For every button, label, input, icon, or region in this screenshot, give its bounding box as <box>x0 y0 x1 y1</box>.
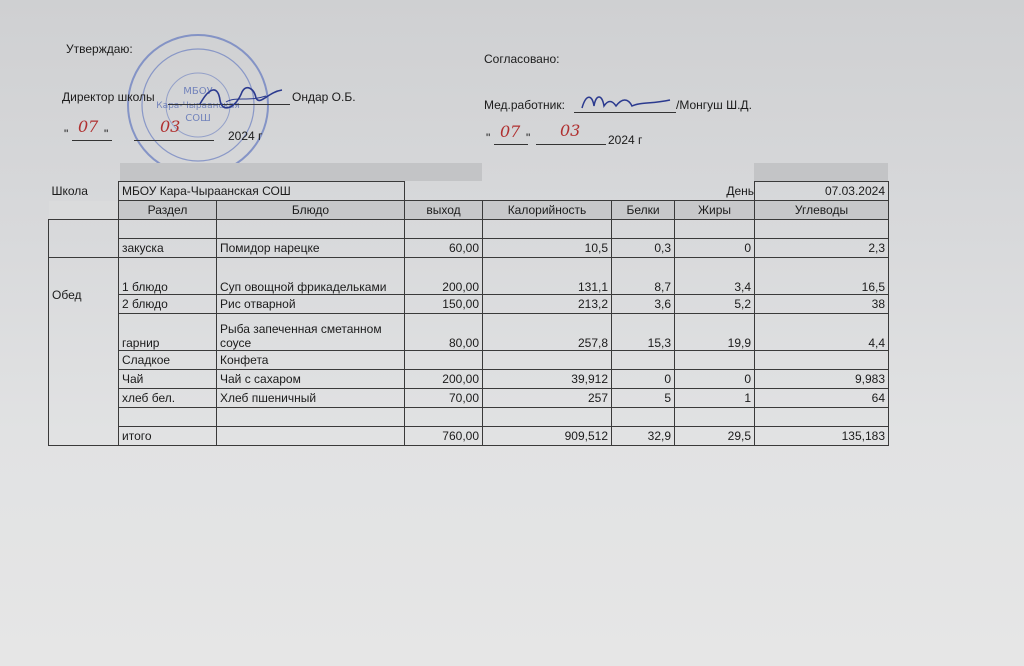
stamp-line-3: СОШ <box>185 113 211 124</box>
table-row <box>49 370 889 389</box>
col-header-calories: Калорийность <box>483 201 612 220</box>
agreed-label: Согласовано: <box>484 52 560 66</box>
row-section: хлеб бел. <box>119 389 217 408</box>
col-header-section: Раздел <box>119 201 217 220</box>
table-row <box>49 351 889 370</box>
date-right-month: 03 <box>560 121 581 140</box>
row-calories: 257 <box>483 389 612 408</box>
row-calories: 213,2 <box>483 295 612 314</box>
date-left-day: 07 <box>78 117 99 136</box>
date-right-quote-close: " <box>526 131 531 145</box>
row-calories: 10,5 <box>483 239 612 258</box>
row-fats: 19,9 <box>675 314 755 351</box>
total-fats: 29,5 <box>675 427 755 446</box>
stamp-line-1: МБОУ <box>183 86 213 97</box>
row-proteins: 15,3 <box>612 314 675 351</box>
row-fats: 1 <box>675 389 755 408</box>
row-dish: Суп овощной фрикадельками <box>217 258 405 295</box>
table-row <box>49 258 889 295</box>
table-row <box>49 295 889 314</box>
date-left-month: 03 <box>160 117 181 136</box>
col-header-dish: Блюдо <box>217 201 405 220</box>
total-calories: 909,512 <box>483 427 612 446</box>
date-left-month-line <box>134 140 214 141</box>
school-label: Школа <box>51 184 88 198</box>
row-section: гарнир <box>119 314 217 351</box>
date-right-day-line <box>494 144 528 145</box>
table-row <box>49 408 889 427</box>
total-row <box>49 427 889 446</box>
date-right-month-line <box>536 144 606 145</box>
approve-label: Утверждаю: <box>66 42 133 56</box>
row-carbs: 2,3 <box>755 239 889 258</box>
row-output: 70,00 <box>405 389 483 408</box>
med-worker-name: /Монгуш Ш.Д. <box>676 98 752 112</box>
info-shading-left <box>120 163 482 181</box>
row-section: закуска <box>119 239 217 258</box>
menu-table <box>48 181 889 446</box>
date-right-quote-open: " <box>486 131 491 145</box>
row-output: 150,00 <box>405 295 483 314</box>
stamp-line-2: Кара-Чыраанская <box>156 101 240 111</box>
row-dish: Чай с сахаром <box>217 370 405 389</box>
total-carbs: 135,183 <box>755 427 889 446</box>
info-shading-right <box>754 163 888 181</box>
row-section: Сладкое <box>119 351 217 370</box>
row-dish: Помидор нарецке <box>217 239 405 258</box>
row-proteins: 3,6 <box>612 295 675 314</box>
director-signature <box>196 82 286 112</box>
total-proteins: 32,9 <box>612 427 675 446</box>
row-carbs: 9,983 <box>755 370 889 389</box>
col-header-output: выход <box>405 201 483 220</box>
med-worker-label: Мед.работник: <box>484 98 565 112</box>
row-carbs: 64 <box>755 389 889 408</box>
info-row <box>49 182 889 201</box>
row-fats: 0 <box>675 370 755 389</box>
row-section: 2 блюдо <box>119 295 217 314</box>
date-left-quote-open: " <box>64 127 69 141</box>
date-left-year: 2024 г <box>228 129 263 143</box>
row-section: Чай <box>119 370 217 389</box>
table-row <box>49 239 889 258</box>
row-output: 80,00 <box>405 314 483 351</box>
total-output: 760,00 <box>405 427 483 446</box>
date-right-year: 2024 г <box>608 133 643 147</box>
row-carbs: 4,4 <box>755 314 889 351</box>
row-carbs: 16,5 <box>755 258 889 295</box>
row-fats: 5,2 <box>675 295 755 314</box>
date-right-day: 07 <box>500 122 521 141</box>
director-name: Ондар О.Б. <box>292 90 356 104</box>
director-label: Директор школы <box>62 90 155 104</box>
date-left-quote-close: " <box>104 127 109 141</box>
row-calories: 257,8 <box>483 314 612 351</box>
row-proteins: 8,7 <box>612 258 675 295</box>
header-row <box>49 201 889 220</box>
table-row <box>49 389 889 408</box>
menu-date: 07.03.2024 <box>755 182 889 201</box>
row-output: 200,00 <box>405 258 483 295</box>
row-dish: Конфета <box>217 351 405 370</box>
table-row <box>49 314 889 351</box>
row-fats: 0 <box>675 239 755 258</box>
school-name: МБОУ Кара-Чыраанская СОШ <box>119 182 405 201</box>
total-label: итого <box>119 427 217 446</box>
table-row <box>49 220 889 239</box>
col-header-carbs: Углеводы <box>755 201 889 220</box>
section-lunch: Обед <box>49 258 119 446</box>
row-section: 1 блюдо <box>119 258 217 295</box>
row-proteins: 0,3 <box>612 239 675 258</box>
row-output: 200,00 <box>405 370 483 389</box>
row-output: 60,00 <box>405 239 483 258</box>
col-header-fats: Жиры <box>675 201 755 220</box>
row-carbs: 38 <box>755 295 889 314</box>
row-fats: 3,4 <box>675 258 755 295</box>
row-dish: Хлеб пшеничный <box>217 389 405 408</box>
med-worker-signature <box>578 88 674 114</box>
col-header-proteins: Белки <box>612 201 675 220</box>
row-proteins: 0 <box>612 370 675 389</box>
day-label: День <box>726 183 754 198</box>
row-dish: Рыба запеченная сметанном соусе <box>217 314 405 351</box>
row-dish: Рис отварной <box>217 295 405 314</box>
row-proteins: 5 <box>612 389 675 408</box>
row-calories: 39,912 <box>483 370 612 389</box>
row-calories: 131,1 <box>483 258 612 295</box>
